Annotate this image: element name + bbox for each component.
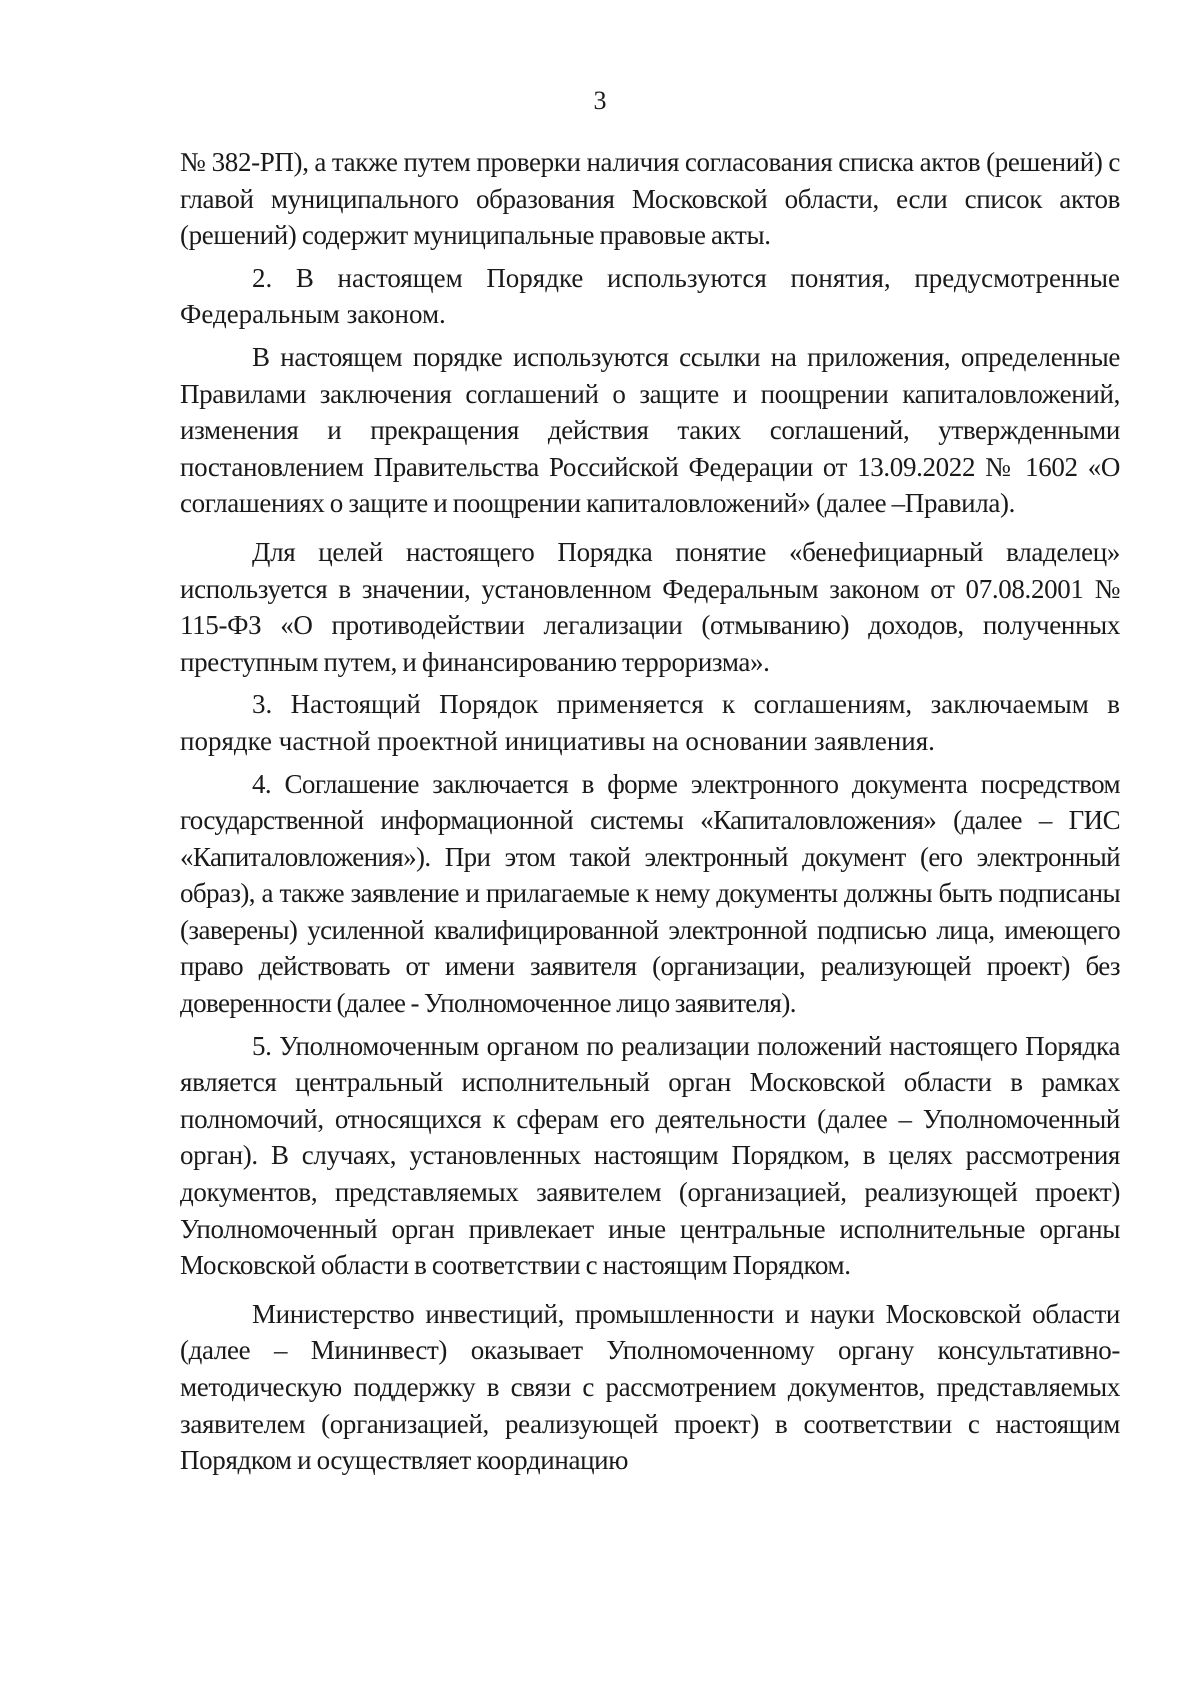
- paragraph-rules-reference: В настоящем порядке используются ссылки на приложения, определенные Правилами заключения соглашений о защите и поощрении капиталовложений, изменения и прекращения действия таких соглашений, утвержденными постановлением Правительства Российской Федерации от 13.09.2022 № 1602 «О соглашениях о защите и поощрении капиталовложений» (далее –Правила).: [180, 341, 1120, 519]
- paragraph-item-4: 4. Соглашение заключается в форме электронного документа посредством государственной информационной системы «Капиталовложения» (далее – ГИС «Капиталовложения»). При этом такой электронный документ (его электронный образ), а также заявление и прилагаемые к нему документы должны быть подписаны (заверены) усиленной квалифицированной электронной подписью лица, имеющего право действовать от имени заявителя (организации, реализующей проект) без доверенности (далее - Уполномоченное лицо заявителя).: [180, 768, 1120, 1019]
- paragraph-item-3: 3. Настоящий Порядок применяется к соглашениям, заключаемым в порядке частной проектной инициативы на основании заявления.: [180, 689, 1120, 756]
- paragraph-mininvest: Министерство инвестиций, промышленности и науки Московской области (далее – Мининвест) оказывает Уполномоченному органу консультативно-методическую поддержку в связи с рассмотрением документов, представляемых заявителем (организацией, реализующей проект) в соответствии с настоящим Порядком и осуществляет координацию: [180, 1298, 1120, 1476]
- paragraph-item-5: 5. Уполномоченным органом по реализации положений настоящего Порядка является центральный исполнительный орган Московской области в рамках полномочий, относящихся к сферам его деятельности (далее – Уполномоченный орган). В случаях, установленных настоящим Порядком, в целях рассмотрения документов, представляемых заявителем (организацией, реализующей проект) Уполномоченный орган привлекает иные центральные исполнительные органы Московской области в соответствии с настоящим Порядком.: [180, 1030, 1120, 1281]
- paragraph-item-2: 2. В настоящем Порядке используются понятия, предусмотренные Федеральным законом.: [180, 262, 1120, 330]
- paragraph-beneficial-owner: Для целей настоящего Порядка понятие «бенефициарный владелец» используется в значении, установленном Федеральным законом от 07.08.2001 № 115-ФЗ «О противодействии легализации (отмыванию) доходов, полученных преступным путем, и финансированию терроризма».: [180, 536, 1120, 677]
- document-body: [180, 144, 1120, 1479]
- paragraph-continuation: № 382-РП), а также путем проверки наличия согласования списка актов (решений) с главой муниципального образования Московской области, если список актов (решений) содержит муниципальные правовые акты.: [180, 147, 1120, 251]
- page-number: 3: [593, 86, 607, 115]
